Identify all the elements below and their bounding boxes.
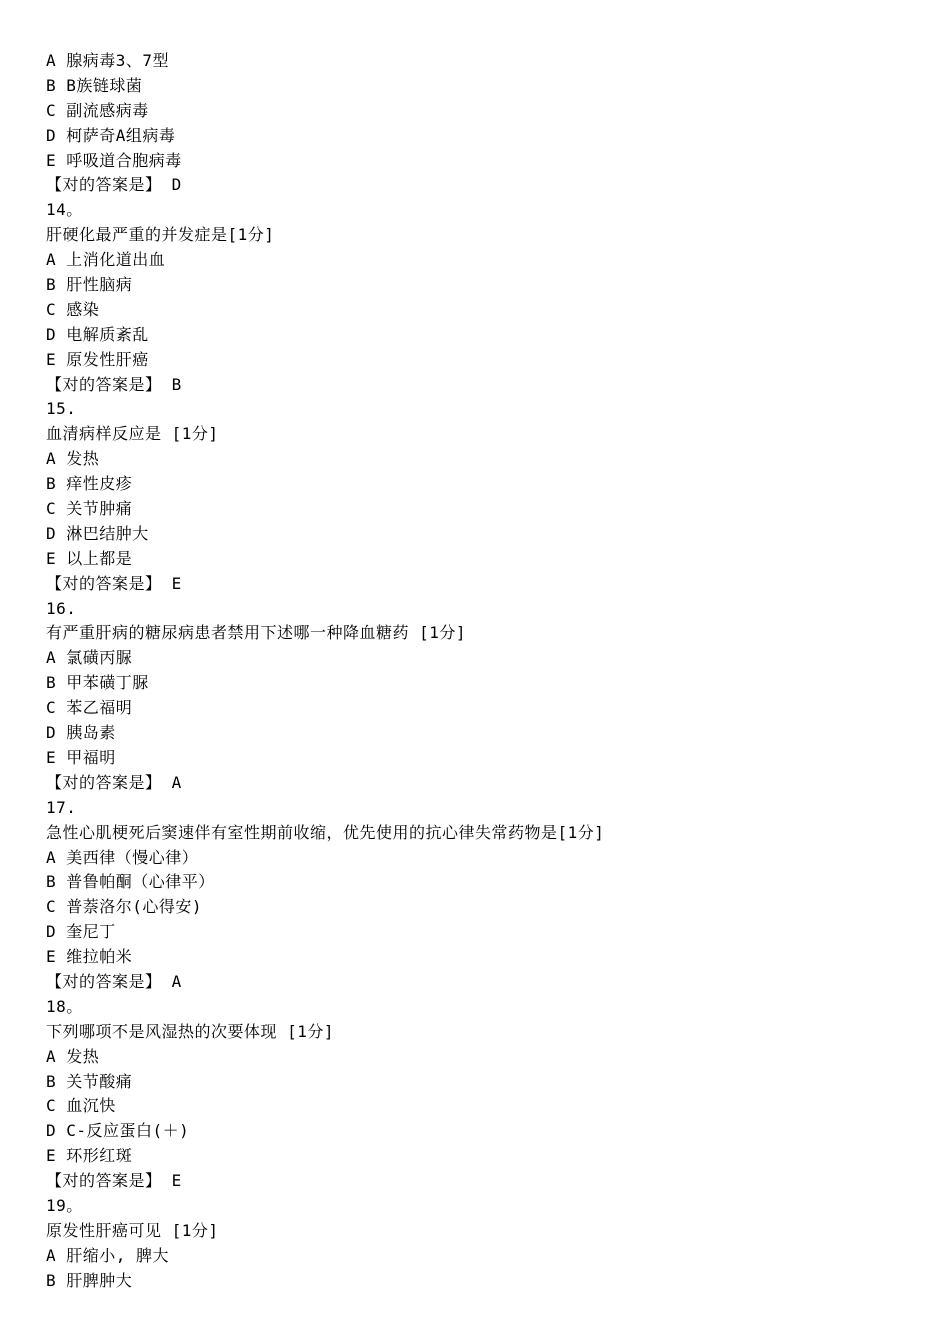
option-line: E 环形红斑 — [46, 1146, 133, 1166]
option-line: B 肝脾肿大 — [46, 1270, 133, 1290]
option-line: D 奎尼丁 — [46, 922, 116, 942]
answer-line: 【对的答案是】 A — [46, 772, 182, 792]
answer-line: 【对的答案是】 D — [46, 175, 182, 195]
question-number: 17. — [46, 797, 77, 817]
text-line: E 呼吸道合胞病毒 — [46, 150, 182, 170]
question-text: 急性心肌梗死后窦速伴有室性期前收缩，优先使用的抗心律失常药物是[1分] — [46, 822, 605, 842]
option-line: A 发热 — [46, 1046, 100, 1066]
text-line: B B族链球菌 — [46, 75, 143, 95]
question-text: 原发性肝癌可见 [1分] — [46, 1220, 219, 1240]
text-line: C 副流感病毒 — [46, 100, 149, 120]
answer-line: 【对的答案是】 B — [46, 374, 182, 394]
question-text: 下列哪项不是风湿热的次要体现 [1分] — [46, 1021, 335, 1041]
option-line: D 电解质紊乱 — [46, 324, 149, 344]
option-line: A 肝缩小, 脾大 — [46, 1245, 170, 1265]
option-line: D C-反应蛋白(＋) — [46, 1121, 190, 1141]
question-number: 15. — [46, 399, 77, 419]
option-line: E 原发性肝癌 — [46, 349, 149, 369]
option-line: C 关节肿痛 — [46, 499, 133, 519]
option-line: A 氯磺丙脲 — [46, 648, 133, 668]
option-line: E 维拉帕米 — [46, 947, 133, 967]
option-line: D 淋巴结肿大 — [46, 523, 149, 543]
option-line: A 上消化道出血 — [46, 250, 166, 270]
option-line: B 甲苯磺丁脲 — [46, 673, 149, 693]
text-line: D 柯萨奇A组病毒 — [46, 125, 176, 145]
option-line: D 胰岛素 — [46, 723, 116, 743]
text-line: A 腺病毒3、7型 — [46, 51, 170, 70]
question-number: 18。 — [46, 996, 83, 1016]
question-number: 16. — [46, 598, 77, 618]
answer-line: 【对的答案是】 A — [46, 971, 182, 991]
option-line: C 苯乙福明 — [46, 698, 133, 718]
answer-line: 【对的答案是】 E — [46, 573, 182, 593]
question-text: 血清病样反应是 [1分] — [46, 424, 219, 444]
option-line: A 发热 — [46, 449, 100, 469]
question-text: 肝硬化最严重的并发症是[1分] — [46, 225, 275, 245]
option-line: E 甲福明 — [46, 747, 116, 767]
question-text: 有严重肝病的糖尿病患者禁用下述哪一种降血糖药 [1分] — [46, 623, 467, 643]
question-number: 14。 — [46, 200, 83, 220]
option-line: B 关节酸痛 — [46, 1071, 133, 1091]
option-line: C 感染 — [46, 299, 100, 319]
document-page — [46, 49, 926, 1294]
option-line: B 普鲁帕酮（心律平） — [46, 872, 215, 892]
option-line: C 血沉快 — [46, 1096, 116, 1116]
option-line: E 以上都是 — [46, 548, 133, 568]
option-line: C 普萘洛尔(心得安) — [46, 897, 203, 917]
option-line: B 肝性脑病 — [46, 275, 133, 295]
answer-line: 【对的答案是】 E — [46, 1171, 182, 1191]
option-line: A 美西律（慢心律） — [46, 847, 199, 867]
question-number: 19。 — [46, 1195, 83, 1215]
option-line: B 痒性皮疹 — [46, 474, 133, 494]
